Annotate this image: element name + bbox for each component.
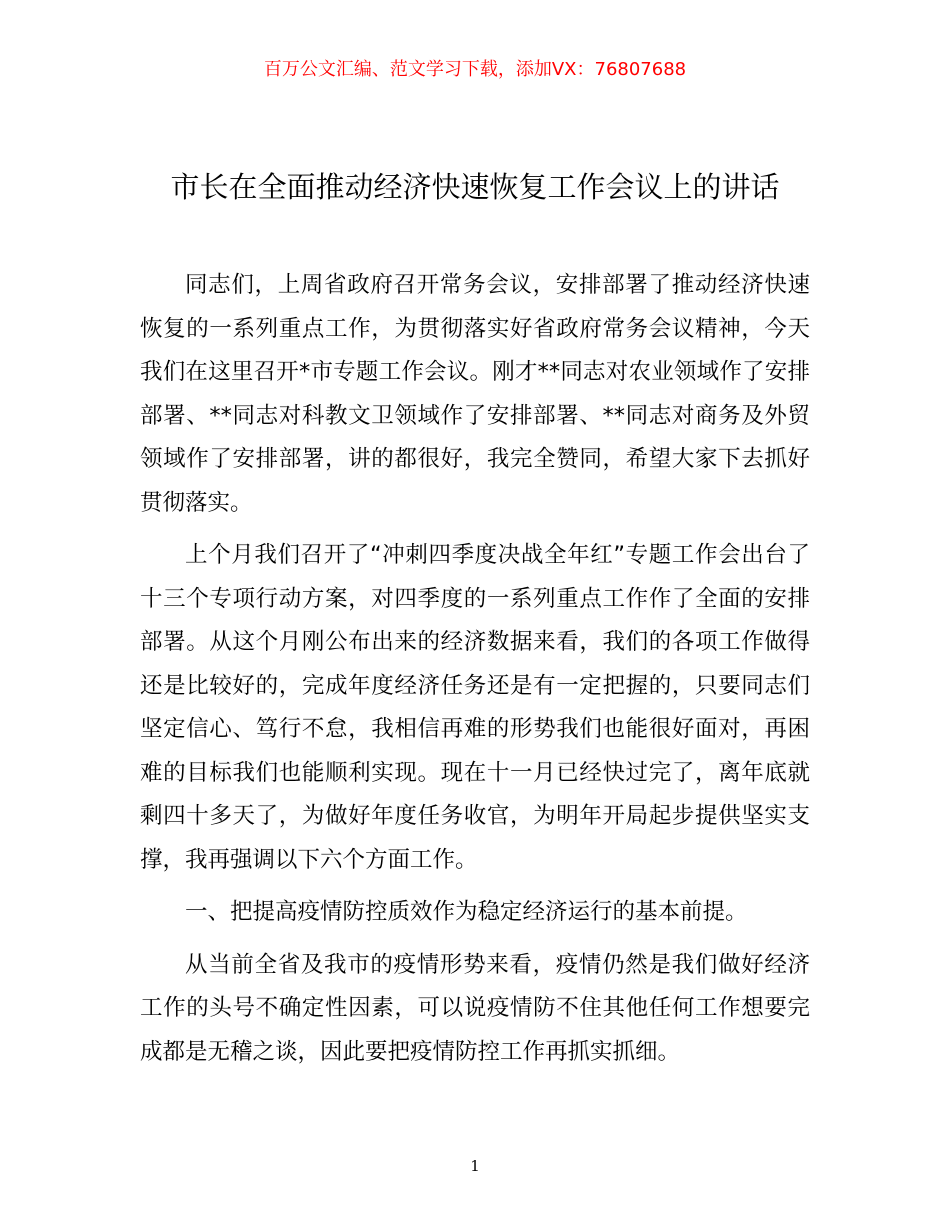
paragraph-background: 上个月我们召开了“冲刺四季度决战全年红”专题工作会出台了十三个专项行动方案，对四季度的一系列重点工作作了全面的安排部署。从这个月刚公布出来的经济数据来看，我们的各项工作做得还是比较好的，完成年度经济任务还是有一定把握的，只要同志们坚定信心、笃行不怠，我相信再难的形势我们也能很好面对，再困难的目标我们也能顺利实现。现在十一月已经快过完了，离年底就剩四十多天了，为做好年度任务收官，为明年开局起步提供坚实支撑，我再强调以下六个方面工作。 [140,542,810,873]
document-title: 市长在全面推动经济快速恢复工作会议上的讲话 [170,170,780,204]
paragraph-section-1: 从当前全省及我市的疫情形势来看，疫情仍然是我们做好经济工作的头号不确定性因素，可以说疫情防不住其他任何工作想要完成都是无稽之谈，因此要把疫情防控工作再抓实抓细。 [140,951,810,1065]
page-number: 1 [470,1157,480,1175]
paragraph-opening: 同志们，上周省政府召开常务会议，安排部署了推动经济快速恢复的一系列重点工作，为贯彻落实好省政府常务会议精神，今天我们在这里召开*市专题工作会议。刚才**同志对农业领域作了安排部署、**同志对科教文卫领域作了安排部署、**同志对商务及外贸领域作了安排部署，讲的都很好，我完全赞同，希望大家下去抓好贯彻落实。 [140,272,810,516]
section-heading-1: 一、把提高疫情防控质效作为稳定经济运行的基本前提。 [185,899,748,925]
header-banner: 百万公文汇编、范文学习下载，添加VX：76807688 [263,59,687,80]
document-body [140,264,810,1074]
